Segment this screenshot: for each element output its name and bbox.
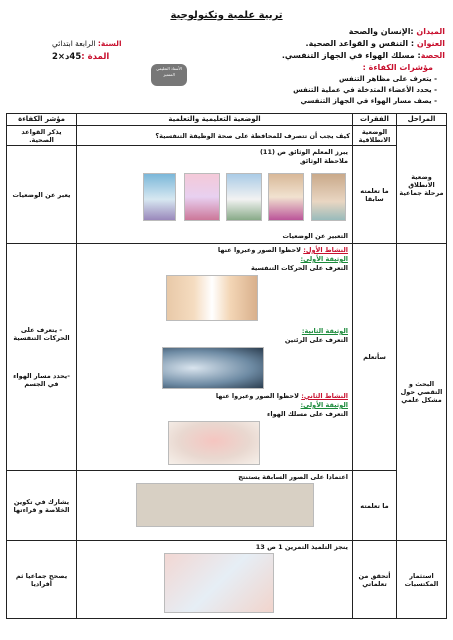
indicator-bullet: - يصف مسار الهواء في الجهاز التنفسي: [300, 97, 437, 105]
stage-research: البحث و التقصي حول مشكل علمي: [397, 244, 447, 541]
indicator-bullet: - يحدد الأعضاء المتدخلة في عملية التنفس: [293, 86, 437, 94]
field-domain-value: :الإنسان والصحة: [348, 27, 417, 36]
teacher-logo: الأستاذ التعليمي المتميز: [151, 64, 187, 86]
prior-line-1: يبرز المعلم الوثائق ص (11): [259, 148, 348, 156]
criterion-breathing: - يتعرف على الحركات التنفسية: [13, 326, 70, 342]
exercise-line: ينجز التلميذ التمرين 1 ص 13: [255, 543, 348, 551]
table-row: [7, 126, 447, 146]
criterion-correct: يصحح جماعيا ثم أفراديا: [7, 541, 77, 619]
conclusion-text-image: [136, 483, 314, 527]
field-title: [306, 39, 445, 48]
situation-question: كيف يجب أن تتصرف للمحافظة على صحة الوظيفة التنفسية؟: [77, 126, 353, 146]
exercise-image: [164, 553, 274, 613]
duration-info: المدة :45د×2: [52, 52, 110, 62]
doc-1-title: الوثيقة الأولى:: [300, 255, 348, 263]
table-row: [7, 146, 447, 244]
prior-line-2: ملاحظة الوثائق: [299, 157, 348, 165]
criterion-airflow: -يحدد مسار الهواء في الجسم: [13, 372, 70, 388]
criterion-cell-3: [7, 244, 77, 471]
lungs-xray-image: [162, 347, 264, 389]
doc-3-title: الوثيقة الأولى:: [300, 401, 348, 409]
criterion-rules: يذكر القواعد الصحية.: [7, 126, 77, 146]
paragraph-learn: سأتعلم: [353, 244, 397, 471]
field-domain-label: الميدان: [416, 27, 445, 36]
indicator-bullet: - يتعرف على مظاهر التنفس: [339, 75, 437, 83]
page-title: تربية علمية وتكنولوجية: [170, 10, 283, 21]
learning-cell: [77, 244, 353, 471]
doc-3-text: التعرف على مسلك الهواء: [267, 410, 348, 418]
exercise-cell: [77, 541, 353, 619]
situation-photo-3: [226, 173, 262, 221]
doc-2-text: التعرف على الرئتين: [284, 336, 348, 344]
paragraph-prior: ما تعلمته سابقا: [353, 146, 397, 244]
table-header-row: [7, 114, 447, 126]
paragraph-start: الوضعية الانطلاقية: [353, 126, 397, 146]
paragraph-learned: ما تعلمته: [353, 471, 397, 541]
field-domain: [349, 27, 445, 36]
activity-2: النشاط الثاني: لاحظوا الصور وعبروا عنها: [215, 392, 348, 400]
lesson-table: [6, 113, 447, 619]
field-session: [282, 51, 445, 60]
criterion-conclusion: يشارك في تكوين الخلاصة و قراءتها: [7, 471, 77, 541]
header-paragraphs: الفقرات: [353, 114, 397, 126]
header-situation: الوضعية التعليمية والتعلمية: [77, 114, 353, 126]
breathing-movements-image: [166, 275, 258, 321]
situation-photo-2: [268, 173, 304, 221]
stage-start: وضعية الانطلاق مرحلة جماعية: [397, 126, 447, 244]
stage-invest: استثمار المكتسبات: [397, 541, 447, 619]
table-row: [7, 541, 447, 619]
indicators-heading: مؤشرات الكفاءة :: [362, 63, 433, 72]
field-title-value: : التنفس و القواعد الصحية.: [305, 39, 417, 48]
situation-photo-4: [184, 173, 220, 221]
criterion-express: يعبر عن الوضعيات: [7, 146, 77, 244]
table-row: [7, 244, 447, 471]
airway-diagram-image: [168, 421, 260, 465]
field-session-label: الحصة: [420, 51, 445, 60]
conclusion-line: اعتمادا على الصور السابقة يستنتج: [238, 473, 348, 481]
header-stages: المراحل: [397, 114, 447, 126]
situation-photo-5: [143, 173, 176, 221]
prior-learning-cell: [77, 146, 353, 244]
conclusion-cell: [77, 471, 353, 541]
header-criterion: مؤشر الكفاءة: [7, 114, 77, 126]
level-info: السنة: الرابعة ابتدائي: [52, 39, 122, 48]
field-session-value: : مسلك الهواء في الجهاز التنفسي.: [281, 51, 421, 60]
situation-photo-1: [311, 173, 346, 221]
doc-1-text: التعرف على الحركات التنفسية: [250, 264, 348, 272]
field-title-label: العنوان: [416, 39, 445, 48]
table-row: [7, 471, 447, 541]
paragraph-check: أتحقق من تعلماتي: [353, 541, 397, 619]
activity-1: النشاط الأول: لاحظوا الصور وعبروا عنها: [217, 246, 348, 254]
doc-2-title: الوثيقة الثانية:: [301, 327, 348, 335]
prior-line-3: التعبير عن الوضعيات: [282, 232, 348, 240]
